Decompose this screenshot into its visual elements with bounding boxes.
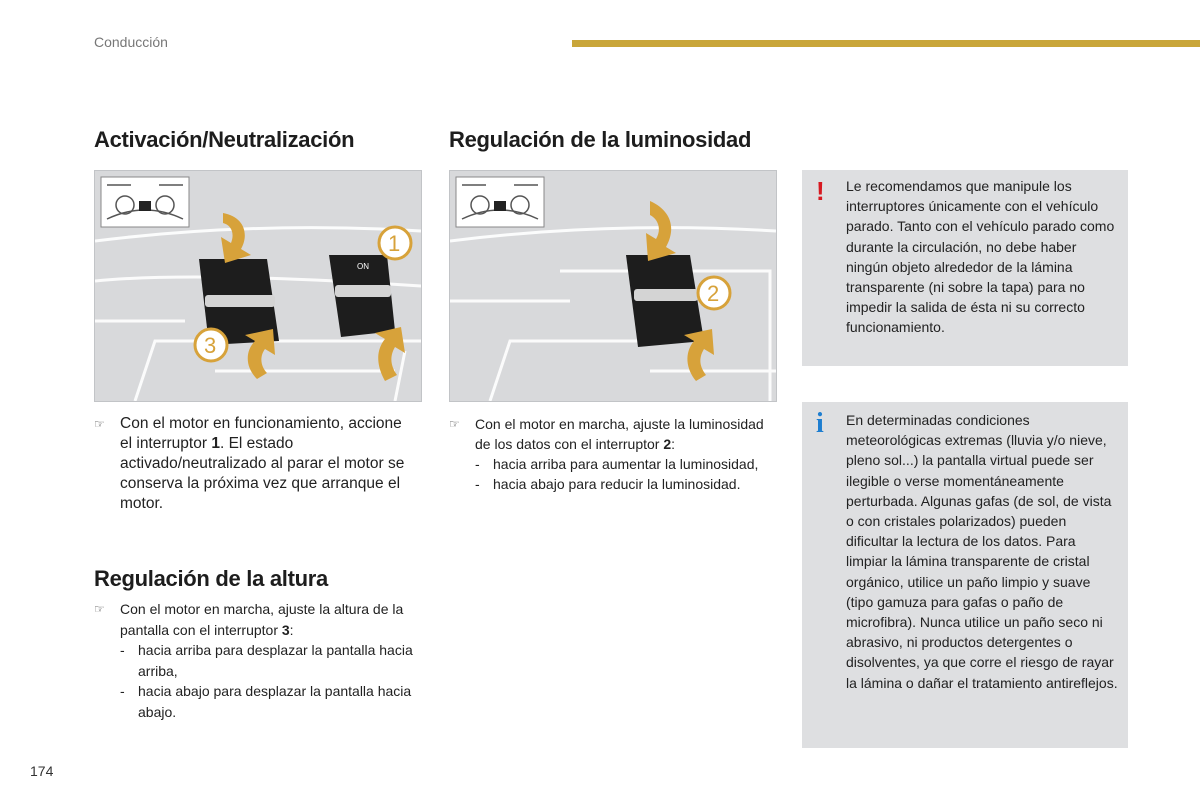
info-box [802,402,1128,748]
illustration-brightness-switch [449,170,777,402]
list-item: hacia abajo para desplazar la pantalla hacia abajo. [138,683,412,720]
switch-number: 2 [663,436,672,452]
warning-text: Le recomendamos que manipule los interruptores únicamente con el vehículo parado. Tanto con el vehículo parado como durante la circulación, no debe haber ningún objeto alrededor de la lámina transparente (ni sobre la tapa) para no impedir la salida de ésta ni su correcto funcionamiento. [846,178,1115,336]
activacion-text: Con el motor en funcionamiento, accione el interruptor [120,415,402,452]
heading-luminosidad: Regulación de la luminosidad [449,127,752,152]
altura-text-end: : [289,621,294,638]
switch-on-label: ON [357,262,369,271]
list-item: hacia arriba para aumentar la luminosidad, [493,456,759,472]
altura-paragraph: ☞ Con el motor en marcha, ajuste la altura de la pantalla con el interruptor 3: - hacia arriba para desplazar la pantalla hacia arriba, - hacia abajo para desplazar la pantalla hacia abajo. [94,599,424,722]
warning-icon: ! [816,176,825,206]
section-label: Conducción [94,34,168,50]
hand-pointer-icon: ☞ [94,417,105,431]
callout-3-label: 3 [204,333,217,358]
list-item: hacia arriba para desplazar la pantalla hacia arriba, [138,642,413,679]
info-icon: i [816,408,824,439]
arrow-up-icon [684,329,714,381]
dashboard-switch-drawing [95,171,421,401]
switch-number: 3 [281,621,290,638]
activacion-paragraph [94,414,414,514]
dashboard-switch-drawing [450,171,776,401]
callout-2-label: 2 [707,281,720,306]
list-item: hacia abajo para reducir la luminosidad. [493,476,741,492]
switch-2 [626,255,704,347]
warning-box [802,170,1128,366]
callout-1-label: 1 [388,231,401,256]
arrow-down-icon [221,213,251,263]
heading-activacion: Activación/Neutralización [94,127,355,152]
header-rule [572,40,1200,47]
switch-1 [329,255,395,337]
altura-text: Con el motor en marcha, ajuste la altura de la pantalla con el interruptor [120,601,404,638]
info-text: En determinadas condiciones meteorológicas extremas (lluvia y/o nieve, pleno sol...) la pantalla virtual puede ser ilegible o verse momentáneamente perturbada. Algunas gafas (de sol, de vista o con cristales polarizados) pueden dificultar la lectura de los datos. Para limpiar la lámina transparente de cristal orgánico, utilice un paño limpio y suave (tipo gamuza para gafas o paño de microfibra). Nunca utilice un paño seco ni abrasivo, ni productos detergentes o disolventes, ya que corre el riesgo de rayar la lámina o dañar el tratamiento antireflejos. [846,412,1118,691]
heading-altura: Regulación de la altura [94,566,328,591]
hand-pointer-icon: ☞ [449,417,460,431]
luminosidad-text-end: : [671,436,676,452]
arrow-down-icon [646,201,676,261]
page-number: 174 [30,763,54,779]
illustration-activation-switches [94,170,422,402]
hand-pointer-icon: ☞ [94,602,105,616]
luminosidad-text: Con el motor en marcha, ajuste la luminosidad de los datos con el interruptor [475,416,764,452]
luminosidad-paragraph: ☞ Con el motor en marcha, ajuste la luminosidad de los datos con el interruptor 2: - hacia arriba para aumentar la luminosidad, - hacia abajo para reducir la luminosidad. [449,416,764,492]
activacion-text-end: . El estado activado/neutralizado al parar el motor se conserva la próxima vez que arranque el motor. [120,435,405,512]
switch-number: 1 [211,435,220,452]
